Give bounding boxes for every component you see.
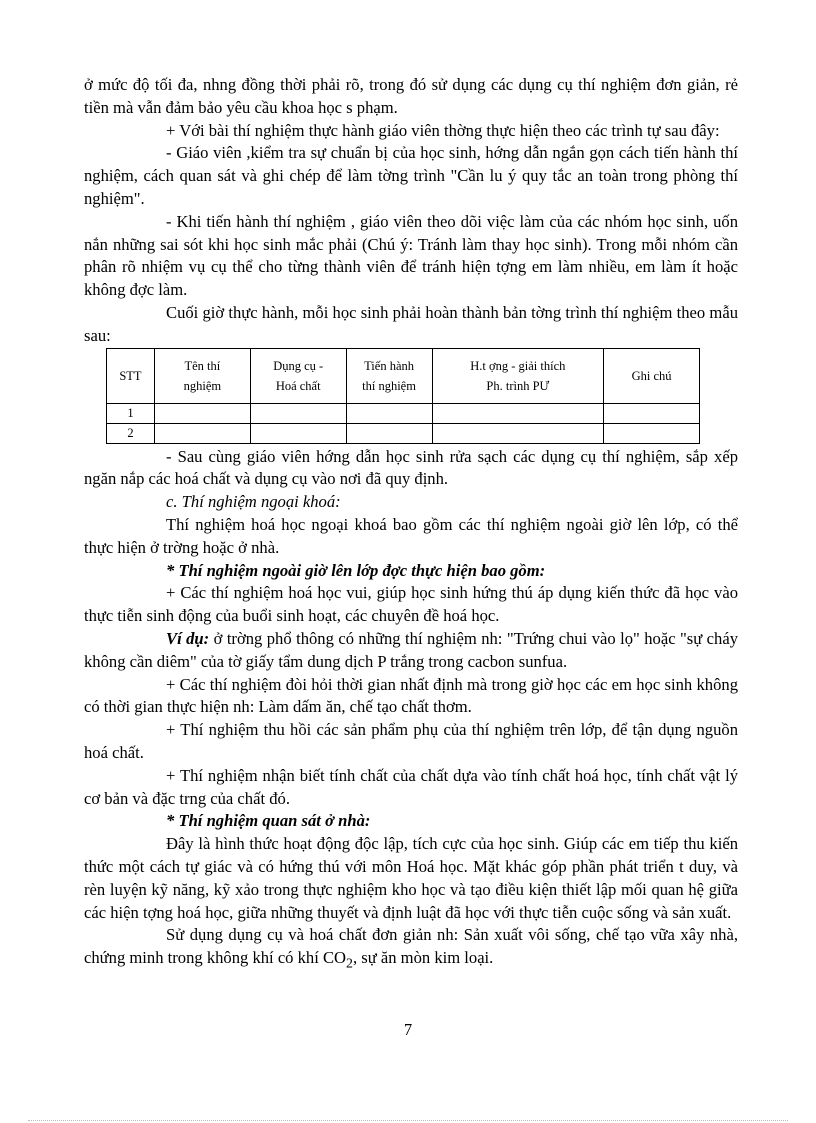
header-dung-cu: Dụng cụ - Hoá chất bbox=[250, 348, 346, 403]
table-cell bbox=[154, 423, 250, 443]
table-cell bbox=[250, 403, 346, 423]
header-ten: Tên thí nghiệm bbox=[154, 348, 250, 403]
table-cell bbox=[250, 423, 346, 443]
paragraph-12: + Thí nghiệm nhận biết tính chất của chất dựa vào tính chất hoá học, tính chất vật lý cơ bản và đặc trng của chất đó. bbox=[84, 765, 738, 808]
paragraph-10: + Các thí nghiệm đòi hỏi thời gian nhất định mà trong giờ học các em học sinh không có thời gian thực hiện nh: Làm dấm ăn, chế tạo chất thơm. bbox=[84, 674, 738, 717]
paragraph-7: Thí nghiệm hoá học ngoại khoá bao gồm các thí nghiệm ngoài giờ lên lớp, có thể thực hiện ở trờng hoặc ở nhà. bbox=[84, 514, 738, 557]
section-heading-c: c. Thí nghiệm ngoại khoá: bbox=[166, 492, 341, 512]
table-cell bbox=[432, 403, 604, 423]
paragraph-13: Đây là hình thức hoạt động độc lập, tích cực của học sinh. Giúp các em tiếp thu kiến thức một cách tự giác và có hứng thú với môn Hoá học. Mặt khác góp phần phát triển t duy, và rèn luyện kỹ năng, kỹ xảo trong thực nghiệm kho học và tạo điều kiện thiết lập mối quan hệ giữa các hiện tợng hoá học, giữa những thuyết và định luật đã học với thực tiễn cuộc sống và sản xuất. bbox=[84, 834, 738, 922]
document-page bbox=[84, 74, 738, 975]
table-cell bbox=[154, 403, 250, 423]
subheading-ngoai-gio: * Thí nghiệm ngoài giờ lên lớp đợc thực hiện bao gồm: bbox=[166, 560, 546, 580]
table-row bbox=[107, 403, 700, 423]
example-label: Ví dụ: bbox=[166, 628, 210, 648]
table-header-row bbox=[107, 348, 700, 403]
paragraph-1: ở mức độ tối đa, nhng đồng thời phải rõ, trong đó sử dụng các dụng cụ thí nghiệm đơn giản, rẻ tiền mà vẫn đảm bảo yêu cầu khoa học s phạm. bbox=[84, 75, 738, 117]
header-hien-tuong: H.t ợng - giải thích Ph. trình PƯ bbox=[432, 348, 604, 403]
row-number: 1 bbox=[107, 403, 155, 423]
table-cell bbox=[604, 423, 700, 443]
page-border-dotted bbox=[28, 1120, 788, 1121]
subheading-o-nha: * Thí nghiệm quan sát ở nhà: bbox=[166, 811, 371, 831]
row-number: 2 bbox=[107, 423, 155, 443]
header-tien-hanh: Tiến hành thí nghiệm bbox=[346, 348, 432, 403]
paragraph-2: + Với bài thí nghiệm thực hành giáo viên thờng thực hiện theo các trình tự sau đây: bbox=[166, 120, 720, 140]
table-row bbox=[107, 423, 700, 443]
paragraph-14: Sử dụng dụng cụ và hoá chất đơn giản nh: Sản xuất vôi sống, chế tạo vữa xây nhà, chứng minh trong không khí có khí $CO_2$, sự ăn mòn kim loại. bbox=[84, 925, 738, 971]
table-cell bbox=[346, 403, 432, 423]
paragraph-5: Cuối giờ thực hành, mỗi học sinh phải hoàn thành bản tờng trình thí nghiệm theo mẫu sau: bbox=[84, 302, 738, 345]
header-ghi-chu: Ghi chú bbox=[604, 348, 700, 403]
paragraph-3: - Giáo viên ,kiểm tra sự chuẩn bị của học sinh, hớng dẫn ngắn gọn cách tiến hành thí nghiệm, cách quan sát và ghi chép để làm tờng trình "Cần lu ý quy tắc an toàn trong phòng thí nghiệm". bbox=[84, 143, 738, 208]
paragraph-11: + Thí nghiệm thu hồi các sản phẩm phụ của thí nghiệm trên lớp, để tận dụng nguồn hoá chất. bbox=[84, 720, 738, 762]
header-stt: STT bbox=[107, 348, 155, 403]
paragraph-8: + Các thí nghiệm hoá học vui, giúp học sinh hứng thú áp dụng kiến thức đã học vào thực tiễn sinh động của buổi sinh hoạt, các chuyên đề hoá học. bbox=[84, 583, 738, 626]
table-cell bbox=[346, 423, 432, 443]
paragraph-4: - Khi tiến hành thí nghiệm , giáo viên theo dõi việc làm của các nhóm học sinh, uốn nắn những sai sót khi học sinh mắc phải (Chú ý: Tránh làm thay học sinh). Trong mỗi nhóm cần phân rõ nhiệm vụ cụ thể cho từng thành viên để tránh hiện tợng em làm nhiều, em làm ít hoặc không đợc làm. bbox=[84, 211, 738, 300]
report-table bbox=[106, 348, 700, 444]
table-cell bbox=[432, 423, 604, 443]
paragraph-9: Ví dụ: ở trờng phổ thông có những thí nghiệm nh: "Trứng chui vào lọ" hoặc "sự cháy không cần diêm" của tờ giấy tẩm dung dịch P trắng trong cacbon sunfua. bbox=[84, 628, 738, 671]
table-cell bbox=[604, 403, 700, 423]
paragraph-6: - Sau cùng giáo viên hớng dẫn học sinh rửa sạch các dụng cụ thí nghiệm, sắp xếp ngăn nắp các hoá chất và dụng cụ vào nơi đã quy định. bbox=[84, 446, 738, 489]
page-number: 7 bbox=[403, 1020, 413, 1039]
